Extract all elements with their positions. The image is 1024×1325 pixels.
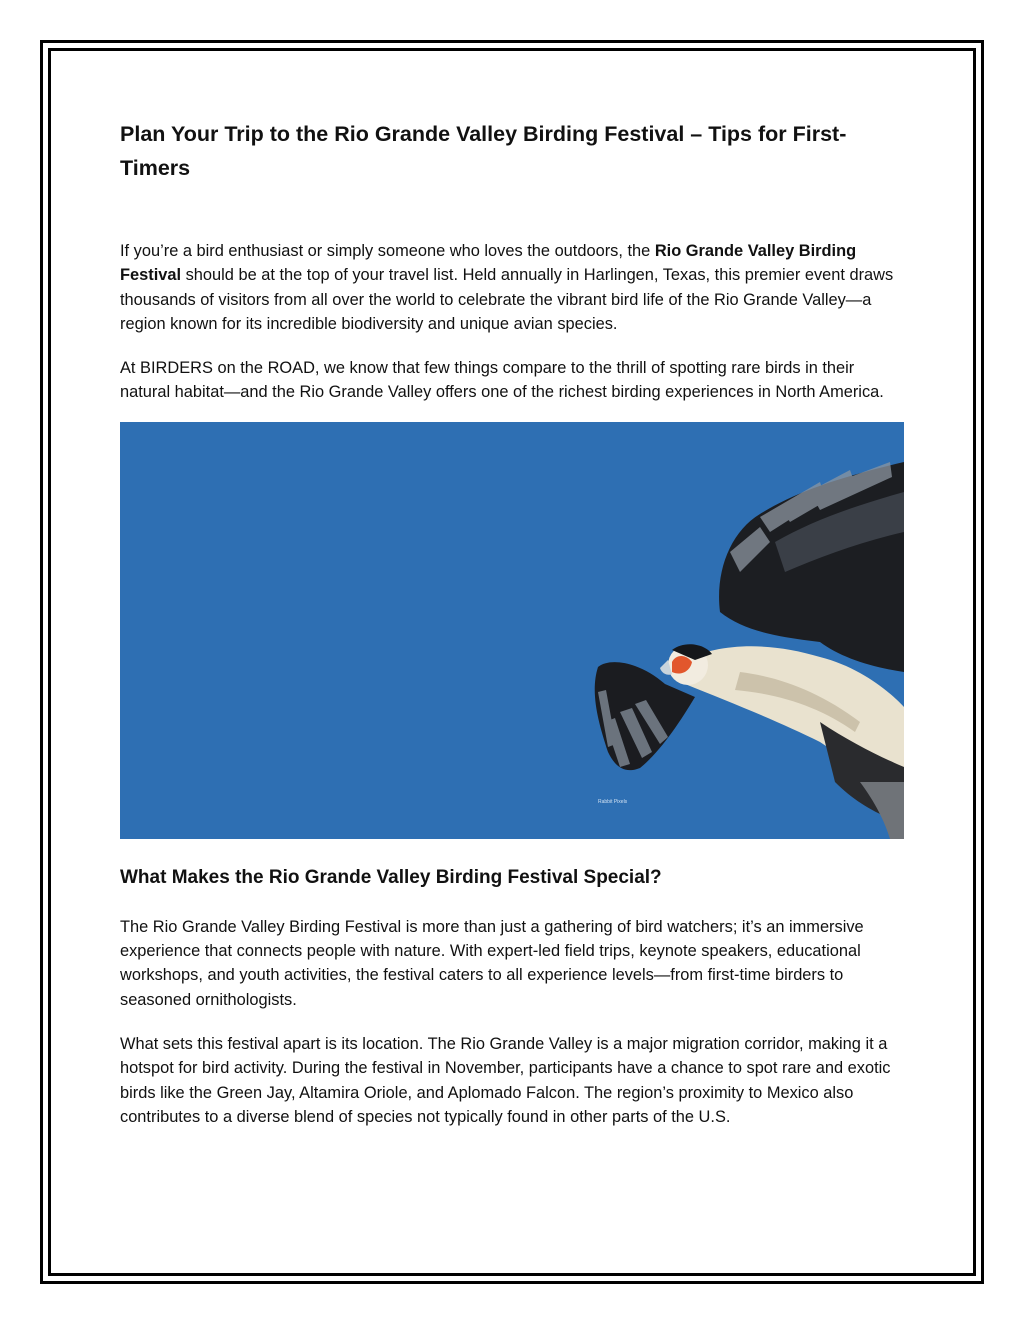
caracara-photo xyxy=(120,422,904,839)
birders-paragraph: At BIRDERS on the ROAD, we know that few things compare to the thrill of spotting rare birds in their natural habitat—and the Rio Grande Valley offers one of the richest birding experiences in North America. xyxy=(120,359,884,402)
photo-watermark: Rabbit Pixels xyxy=(598,798,628,805)
location-paragraph: What sets this festival apart is its location. The Rio Grande Valley is a major migration corridor, making it a hotspot for bird activity. During the festival in November, participants have a chance to spot rare and exotic birds like the Green Jay, Altamira Oriole, and Aplomado Falcon. The region’s proximity to Mexico also contributes to a diverse blend of species not typically found in other parts of the U.S. xyxy=(120,1034,891,1126)
intro-text-end: should be at the top of your travel list. Held annually in Harlingen, Texas, this premier event draws thousands of visitors from all over the world to celebrate the vibrant bird life of the Rio Grande Valley—a region known for its incredible biodiversity and unique avian species. xyxy=(120,266,894,333)
intro-paragraph xyxy=(120,239,906,336)
page-title: Plan Your Trip to the Rio Grande Valley Birding Festival – Tips for First-Timers xyxy=(120,122,847,180)
festival-name-bold: Rio Grande Valley Birding Festival xyxy=(120,242,857,285)
festival-description-paragraph: The Rio Grande Valley Birding Festival is more than just a gathering of bird watchers; it’s an immersive experience that connects people with nature. With expert-led field trips, keynote speakers, educational workshops, and youth activities, the festival caters to all experience levels—from first-time birders to seasoned ornithologists. xyxy=(120,917,864,1009)
flying-caracara-illustration xyxy=(120,422,904,839)
intro-text-start: If you’re a bird enthusiast or simply someone who loves the outdoors, the xyxy=(120,242,655,260)
section-heading: What Makes the Rio Grande Valley Birding Festival Special? xyxy=(120,866,662,888)
bird-tail xyxy=(860,782,904,839)
document-body xyxy=(120,117,906,1129)
